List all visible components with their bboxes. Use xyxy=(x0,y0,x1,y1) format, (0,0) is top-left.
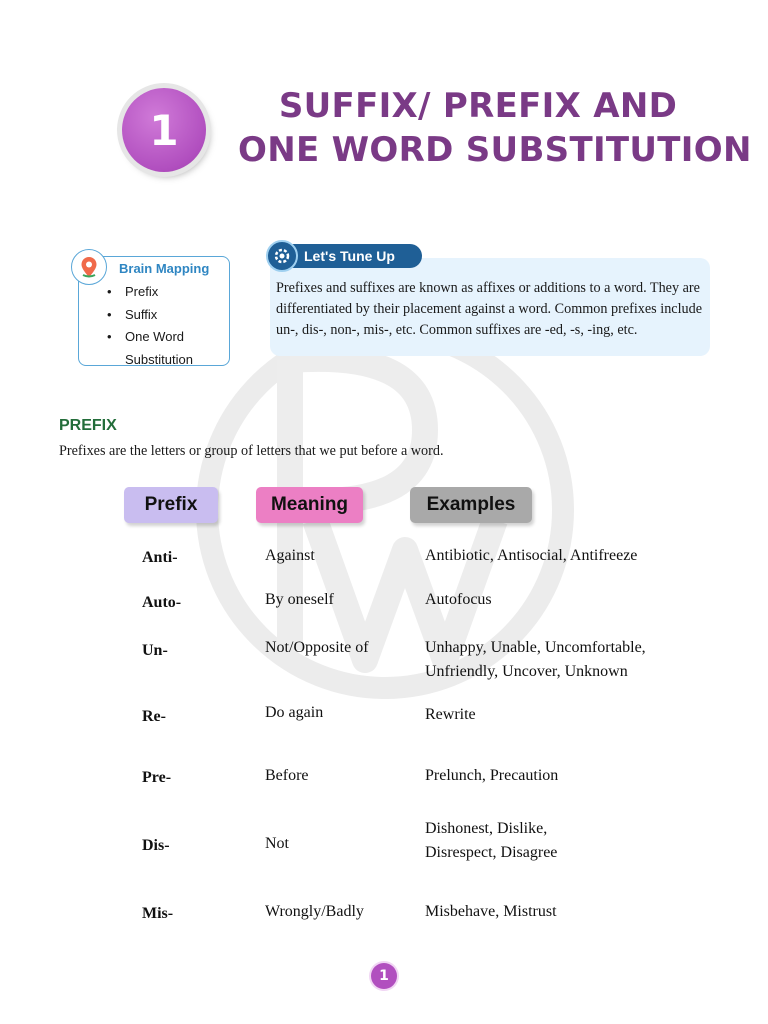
section-definition: Prefixes are the letters or group of letters that we put before a word. xyxy=(59,443,444,459)
table-cell-meaning: Do again xyxy=(265,704,324,721)
page-number: 1 xyxy=(371,963,397,989)
brain-mapping-box xyxy=(78,256,230,366)
brain-mapping-item: • Prefix xyxy=(105,281,193,304)
location-pin-icon xyxy=(71,249,107,285)
table-cell-prefix: Mis- xyxy=(142,905,174,922)
table-cell-meaning: Not xyxy=(265,835,289,852)
table-cell-prefix: Un- xyxy=(142,642,168,659)
table-cell-examples: Unhappy, Unable, Uncomfortable, Unfriendly, Uncover, Unknown xyxy=(425,639,646,680)
table-cell-examples: Rewrite xyxy=(425,706,476,723)
chapter-title-line-1: SUFFIX/ PREFIX AND xyxy=(278,86,678,126)
column-header-examples: Examples xyxy=(410,487,532,523)
tune-up-text: Prefixes and suffixes are known as affixes or additions to a word. They are differentiated by their placement against a word. Common prefixes include un-, dis-, non-, mis-, etc. Common suffixes are -ed, -s, -ing, etc. xyxy=(276,280,703,338)
table-cell-examples: Autofocus xyxy=(425,591,492,608)
table-cell-meaning: Wrongly/Badly xyxy=(265,903,364,920)
table-cell-examples: Misbehave, Mistrust xyxy=(425,903,557,920)
table-cell-examples: Dishonest, Dislike, Disrespect, Disagree xyxy=(425,820,558,861)
chapter-title-line-2: ONE WORD SUBSTITUTION xyxy=(238,130,752,170)
brain-mapping-item: • Suffix xyxy=(105,304,193,327)
table-cell-meaning: Not/Opposite of xyxy=(265,639,369,656)
table-cell-prefix: Auto- xyxy=(142,594,182,611)
table-cell-prefix: Pre- xyxy=(142,769,172,786)
table-cell-examples: Prelunch, Precaution xyxy=(425,767,559,784)
table-cell-meaning: Before xyxy=(265,767,309,784)
column-header-prefix: Prefix xyxy=(124,487,218,523)
brain-mapping-list xyxy=(105,281,193,371)
tune-up-label: Let's Tune Up xyxy=(270,244,422,268)
section-heading: PREFIX xyxy=(59,417,117,434)
brain-mapping-title: Brain Mapping xyxy=(119,261,210,276)
table-cell-meaning: Against xyxy=(265,547,315,564)
gear-icon xyxy=(266,240,298,272)
brain-mapping-item: Substitution xyxy=(125,351,193,367)
chapter-number-badge: 1 xyxy=(122,88,206,172)
table-cell-meaning: By oneself xyxy=(265,591,334,608)
table-cell-prefix: Dis- xyxy=(142,837,170,854)
column-header-meaning: Meaning xyxy=(256,487,363,523)
brain-mapping-item: • One Word xyxy=(105,326,193,349)
table-cell-prefix: Anti- xyxy=(142,549,178,566)
chapter-title xyxy=(238,84,752,172)
table-cell-prefix: Re- xyxy=(142,708,166,725)
table-cell-examples: Antibiotic, Antisocial, Antifreeze xyxy=(425,547,638,564)
